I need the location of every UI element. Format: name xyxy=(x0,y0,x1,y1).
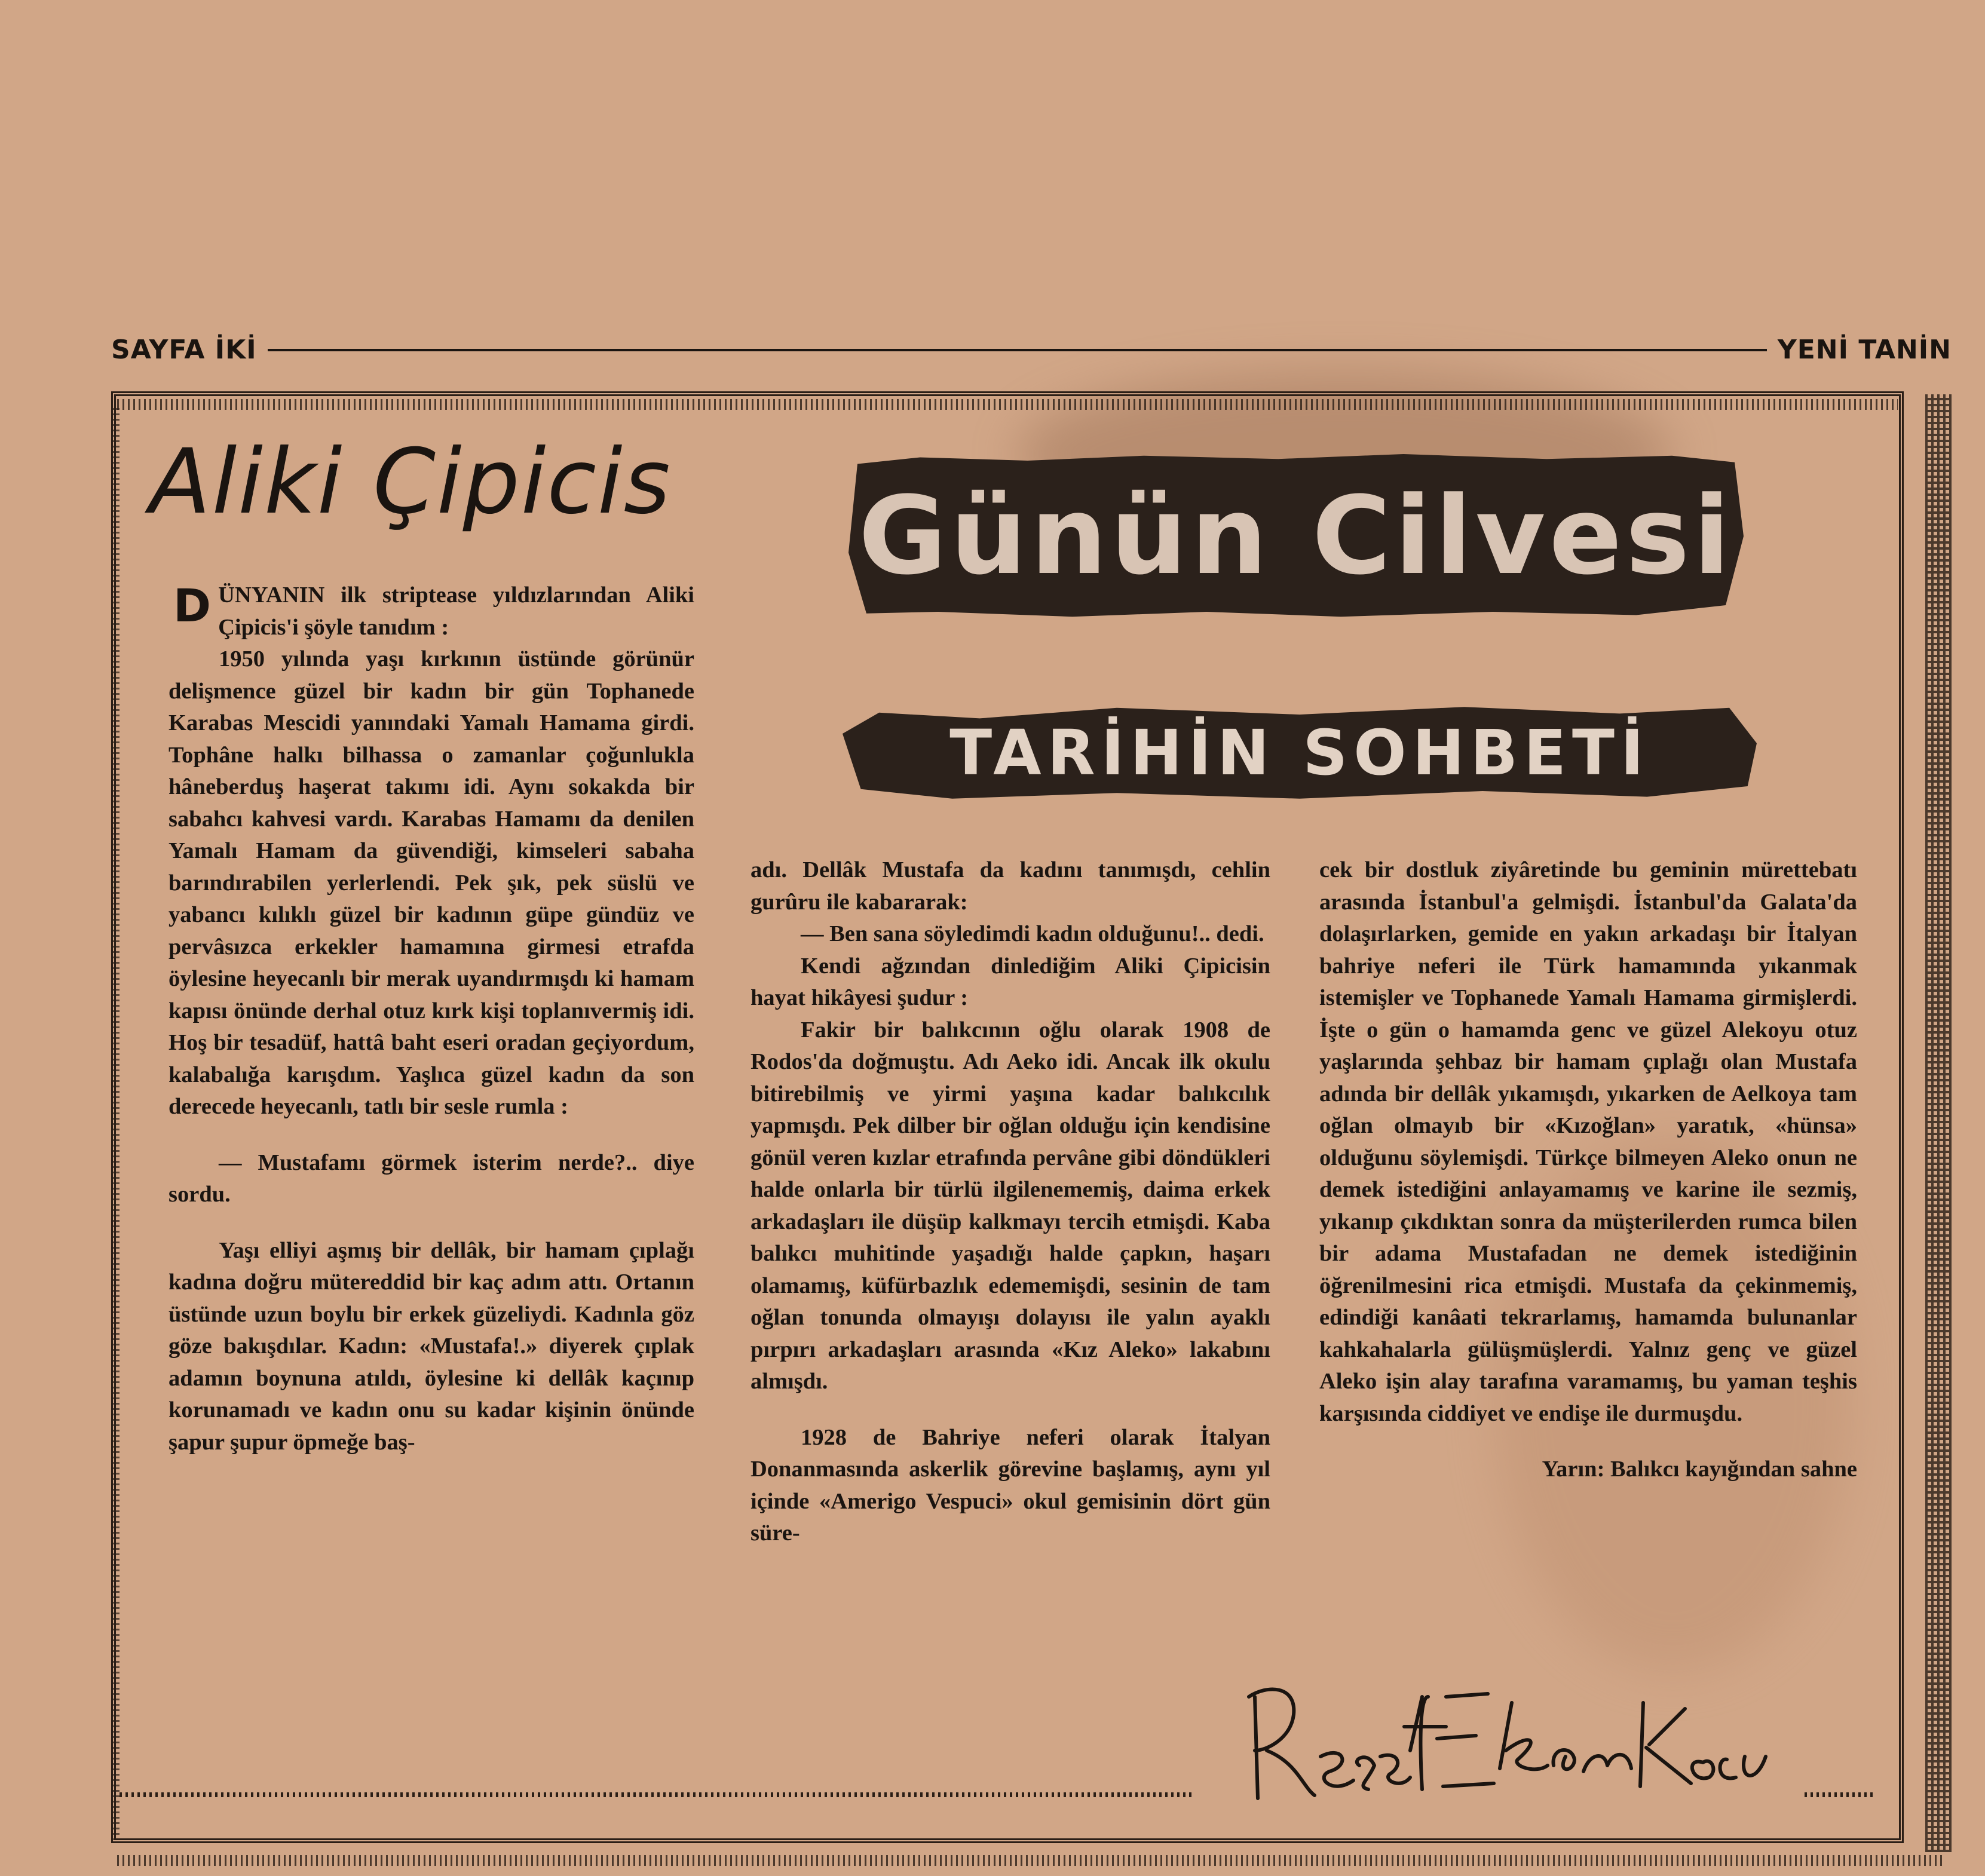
article-paragraph: Yaşı elliyi aşmış bir dellâk, bir hamam çıplağı kadına doğru mütereddid bir kaç adım attı. Ortanın üstünde uzun boylu bir erkek güzeliydi. Kadınla göz göze bakışdılar. Kadın: «Mustafa!.» diyerek çıplak adamın boynuna atıldı, öylesine ki dellâk kaçınıp korunamadı ve kadın onu su kadar kişinin önünde şapur şupur öpmeğe baş- xyxy=(169,1237,694,1455)
signature-leader-right xyxy=(1805,1792,1876,1797)
frame-border-top xyxy=(117,399,1898,410)
column-banner-title: Günün Cilvesi xyxy=(858,474,1734,599)
article-paragraph: 1928 de Bahriye neferi olarak İtalyan Donanmasında askerlik görevine başlamış, aynı yıl içinde «Amerigo Vespuci» okul gemisinin dört gün süre- xyxy=(750,1424,1270,1546)
paragraph-gap xyxy=(169,1211,694,1235)
paragraph-gap xyxy=(1319,1430,1857,1454)
article-paragraph: cek bir dostluk ziyâretinde bu geminin mürettebatı arasında İstanbul'a gelmişdi. İstanbul'da Galata'da dolaşırlarken, gemide en yakın arkadaşı bir İtalyan bahriye neferi ile Türk hamamında yıkanmak istemişler ve Tophanede Yamalı Hamama girmişlerdi. İşte o gün o hamamda genc ve güzel Alekoyu otuz yaşlarında şehbaz bir hamam çıplağı olan Mustafa adında bir dellâk yıkamışdı, yıkarken de Aelkoya tam oğlan olmayıb bir «Kızoğlan» yaratık, «hünsa» olduğunu söylemişdi. Türkçe bilmeyen Aleko onun ne demek istediğini anlayamamış ve karine ile sezmiş, yıkanıp çıkdıktan sonra da müşterilerden rumca bilen bir adama Mustafadan ne demek istediğinin öğrenilmesini rica etmişdi. Mustafa da çekinmemiş, edindiği kanâati tekrarlamış, hamamda bulunanlar kahkahalarla gülüşmüşlerdi. Yalnız genç ve güzel Aleko işin alay tarafına varamamış, bu yaman teşhis karşısında ciddiyet ve endişe ile durmuşdu. xyxy=(1319,857,1857,1426)
article-paragraph: — Ben sana söyledimdi kadın olduğunu!.. dedi. xyxy=(801,921,1264,946)
page-header xyxy=(111,335,1952,365)
article-paragraph: Kendi ağzından dinlediğim Aliki Çipicisin hayat hikâyesi şudur : xyxy=(750,953,1270,1010)
frame-border-right xyxy=(1925,394,1952,1852)
article-column-2 xyxy=(750,854,1270,1550)
column-subbanner-title: TARİHİN SOHBETİ xyxy=(949,716,1650,789)
paragraph-gap xyxy=(169,1123,694,1147)
article-paragraph: DÜNYANIN ilk striptease yıldızlarından Aliki Çipicis'i şöyle tanıdım : xyxy=(173,579,694,640)
paragraph-gap xyxy=(750,1398,1270,1422)
article-paragraph: — Mustafamı görmek isterim nerde?.. diye sordu. xyxy=(169,1149,694,1207)
page-number-label: SAYFA İKİ xyxy=(111,335,257,365)
header-rule xyxy=(268,349,1767,351)
article-paragraph: 1950 yılında yaşı kırkının üstünde görünür delişmence güzel bir kadın bir gün Tophanede Karabas Mescidi yanındaki Yamalı Hamama girdi. Tophâne halkı bilhassa o zamanlar çoğunlukla hâneberduş haşerat takımı idi. Aynı sokakda bir sabahcı kahvesi vardı. Karabas Hamamı da denilen Yamalı Hamam da güvendiği, kimseleri sabaha barındırabilen yerlerlendi. Pek şık, pek süslü ve yabancı kılıklı güzel bir kadının güpe gündüz ve pervâsızca erkekler hamamına girmesi etrafda öylesine heyecanlı bir merak uyandırmışdı ki hamam kapısı önünde derhal otuz kırk kişi toplanıvermiş idi. Hoş bir tesadüf, hattâ baht eseri oradan geçiyordum, kalabalığa karışdım. Yaşlıca güzel kadın da son derecede heyecanlı, tatlı bir sesle rumla : xyxy=(169,646,694,1119)
signature-leader-left xyxy=(120,1792,1195,1797)
article-column-3 xyxy=(1319,854,1857,1486)
author-signature xyxy=(1231,1661,1769,1840)
continuation-note: Yarın: Balıkcı kayığından sahne xyxy=(1542,1457,1857,1482)
frame-border-left xyxy=(111,406,120,1840)
article-paragraph: Fakir bir balıkcının oğlu olarak 1908 de Rodos'da doğmuştu. Adı Aeko idi. Ancak ilk okulu bitirebilmiş ve yirmi yaşına kadar balıkcılık yapmışdı. Pek dilber bir oğlan olduğu için kendisine gönül veren kızlar etrafında pervâne gibi döndükleri halde onlarla bir türlü ilgilenememiş, daima erkek arkadaşları ile düşüp kalkmayı tercih etmişdi. Kaba balıkcı muhitinde yaşadığı halde çapkın, haşarı olamamış, küfürbazlık edememişdi, sesinin de tam oğlan tonunda olmayışı dolayısı ile yalın ayaklı pırpırı arkadaşları arasında «Kız Aleko» lakabını almışdı. xyxy=(750,1017,1270,1394)
drop-cap: D xyxy=(173,579,212,632)
frame-border-bottom xyxy=(117,1855,1946,1866)
newspaper-name: YENİ TANİN xyxy=(1777,335,1952,365)
article-column-1 xyxy=(169,580,694,1458)
article-title: Aliki Çipicis xyxy=(149,430,672,534)
article-paragraph: adı. Dellâk Mustafa da kadını tanımışdı, cehlin gurûru ile kabararak: xyxy=(750,857,1270,915)
